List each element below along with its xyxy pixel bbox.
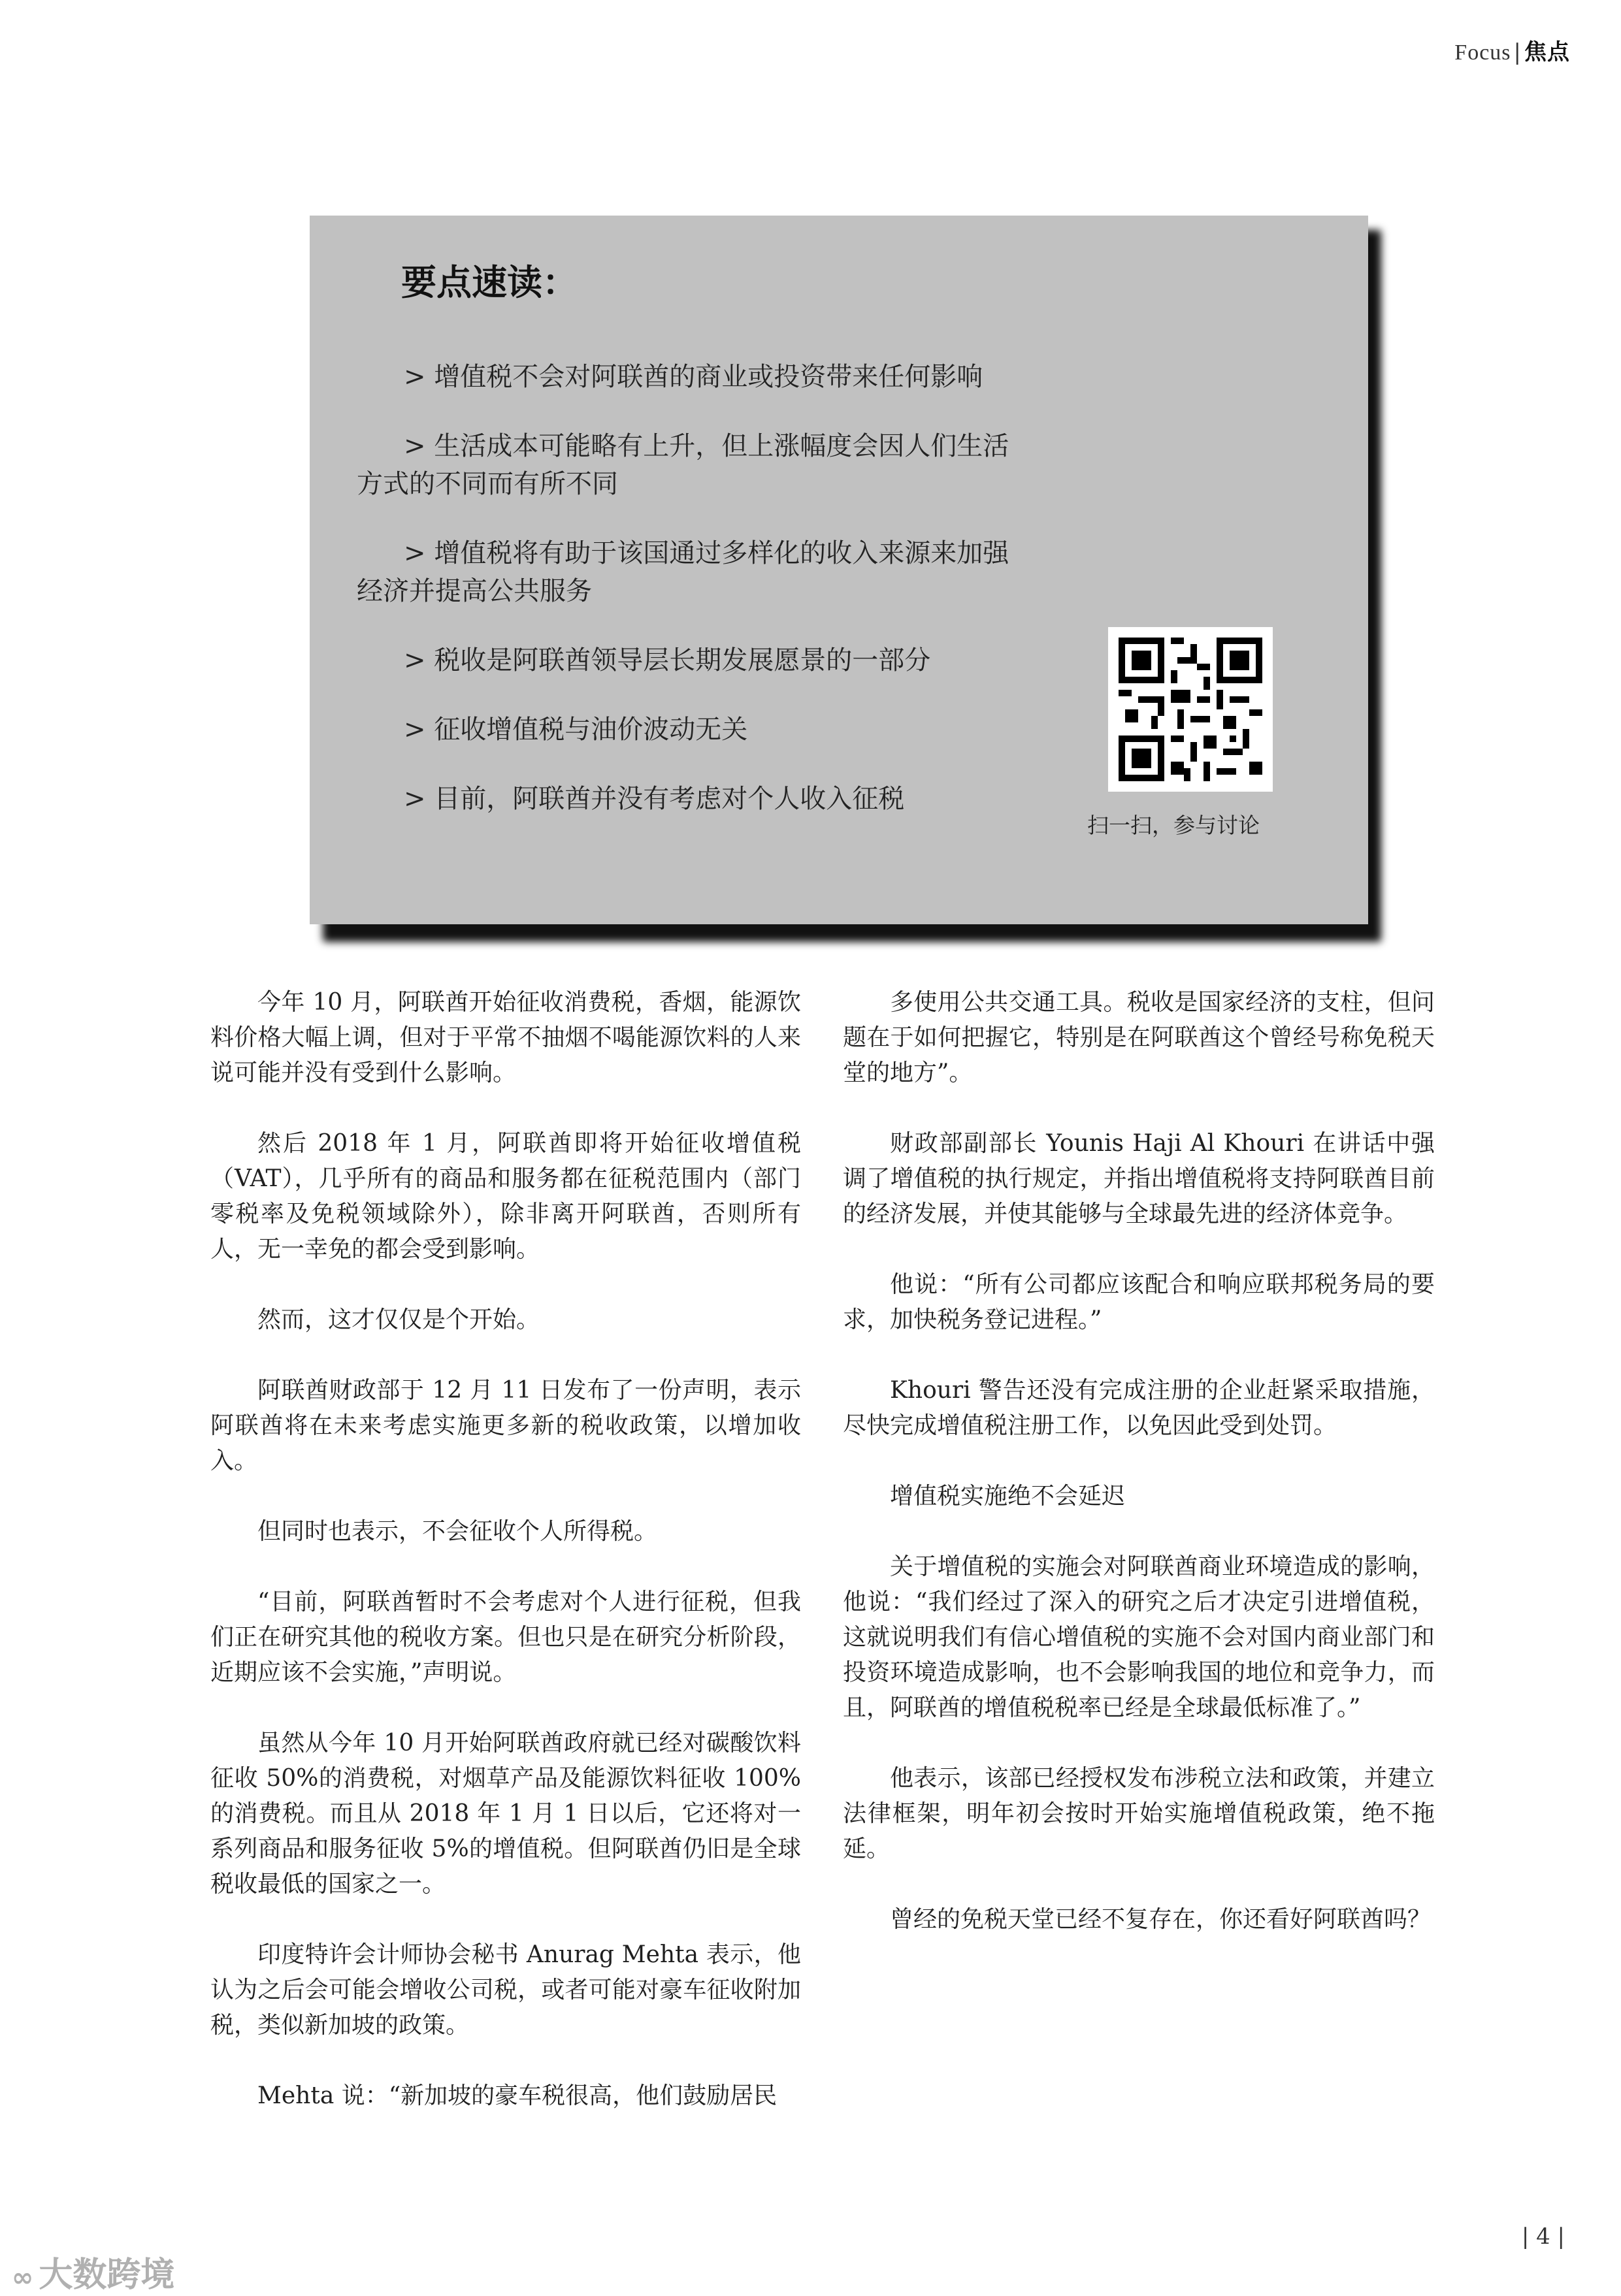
section-label-zh: 焦点	[1524, 39, 1570, 65]
article-paragraph: 但同时也表示，不会征收个人所得税。	[257, 1518, 658, 1545]
article-paragraph: 财政部副部长 Younis Haji Al Khouri 在讲话中强调了增值税的执行规定，并指出增值税将支持阿联酋目前的经济发展，并使其能够与全球最先进的经济体竞争。	[843, 1130, 1435, 1227]
article-paragraph: 阿联酋财政部于 12 月 11 日发布了一份声明，表示阿联酋将在未来考虑实施更多新的税收政策，以增加收入。	[210, 1377, 801, 1474]
article-paragraph: Khouri 警告还没有完成注册的企业赶紧采取措施，尽快完成增值税注册工作，以免因此受到处罚。	[843, 1377, 1435, 1439]
article-paragraph: 虽然从今年 10 月开始阿联酋政府就已经对碳酸饮料征收 50%的消费税，对烟草产品及能源饮料征收 100%的消费税。而且从 2018 年 1 月 1 日以后，它还将对一系列商品和服务征收 5%的增值税。但阿联酋仍旧是全球税收最低的国家之一。	[210, 1730, 801, 1898]
article-paragraph: Mehta 说：“新加坡的豪车税很高，他们鼓励居民	[257, 2082, 778, 2109]
article-paragraph: 多使用公共交通工具。税收是国家经济的支柱，但问题在于如何把握它，特别是在阿联酋这个曾经号称免税天堂的地方”。	[843, 989, 1435, 1086]
header-separator: |	[1513, 39, 1522, 65]
article-paragraph: 今年 10 月，阿联酋开始征收消费税，香烟，能源饮料价格大幅上调，但对于平常不抽烟不喝能源饮料的人来说可能并没有受到什么影响。	[210, 989, 801, 1086]
summary-points	[357, 358, 1010, 849]
qr-code[interactable]	[1108, 627, 1273, 792]
qr-code-icon	[1119, 638, 1262, 781]
qr-caption: 扫一扫，参与讨论	[1087, 813, 1260, 838]
logo-icon: ∞	[12, 2263, 34, 2293]
article-paragraph: 然后 2018 年 1 月，阿联酋即将开始征收增值税（VAT），几乎所有的商品和服务都在征税范围内（部门零税率及免税领域除外），除非离开阿联酋，否则所有人，无一幸免的都会受到影响。	[210, 1130, 801, 1263]
watermark-logo	[12, 2247, 174, 2296]
article-paragraph: “目前，阿联酋暂时不会考虑对个人进行征税，但我们正在研究其他的税收方案。但也只是在研究分析阶段，近期应该不会实施，”声明说。	[210, 1589, 801, 1686]
summary-title: 要点速读：	[401, 261, 578, 303]
summary-point: > 生活成本可能略有上升，但上涨幅度会因人们生活方式的不同而有所不同	[357, 431, 1009, 499]
article-paragraph: 曾经的免税天堂已经不复存在，你还看好阿联酋吗？	[890, 1906, 1432, 1933]
section-label-en: Focus	[1454, 40, 1511, 65]
page-header	[1454, 34, 1570, 66]
summary-point: > 增值税将有助于该国通过多样化的收入来源来加强经济并提高公共服务	[357, 538, 1009, 606]
article-paragraph: 他表示，该部已经授权发布涉税立法和政策，并建立法律框架，明年初会按时开始实施增值税政策，绝不拖延。	[843, 1765, 1435, 1862]
summary-box	[310, 216, 1368, 924]
summary-point: > 目前，阿联酋并没有考虑对个人收入征税	[404, 784, 905, 814]
summary-point: > 增值税不会对阿联酋的商业或投资带来任何影响	[404, 362, 983, 392]
logo-text: 大数跨境	[39, 2256, 175, 2295]
summary-point: > 税收是阿联酋领导层长期发展愿景的一部分	[404, 645, 931, 675]
article-subheading: 增值税实施绝不会延迟	[890, 1483, 1126, 1510]
page-number: | 4 |	[1521, 2223, 1565, 2250]
article-paragraph: 然而，这才仅仅是个开始。	[257, 1306, 540, 1333]
summary-point: > 征收增值税与油价波动无关	[404, 715, 748, 745]
article-paragraph: 关于增值税的实施会对阿联酋商业环境造成的影响，他说：“我们经过了深入的研究之后才决定引进增值税，这就说明我们有信心增值税的实施不会对国内商业部门和投资环境造成影响，也不会影响我国的地位和竞争力，而且，阿联酋的增值税税率已经是全球最低标准了。”	[843, 1553, 1435, 1721]
article-paragraph: 他说：“所有公司都应该配合和响应联邦税务局的要求，加快税务登记进程。”	[843, 1271, 1435, 1333]
article-column-right	[843, 985, 1435, 1973]
article-paragraph: 印度特许会计师协会秘书 Anurag Mehta 表示，他认为之后会可能会增收公司税，或者可能对豪车征收附加税，类似新加坡的政策。	[210, 1941, 801, 2039]
article-column-left	[210, 985, 801, 2149]
